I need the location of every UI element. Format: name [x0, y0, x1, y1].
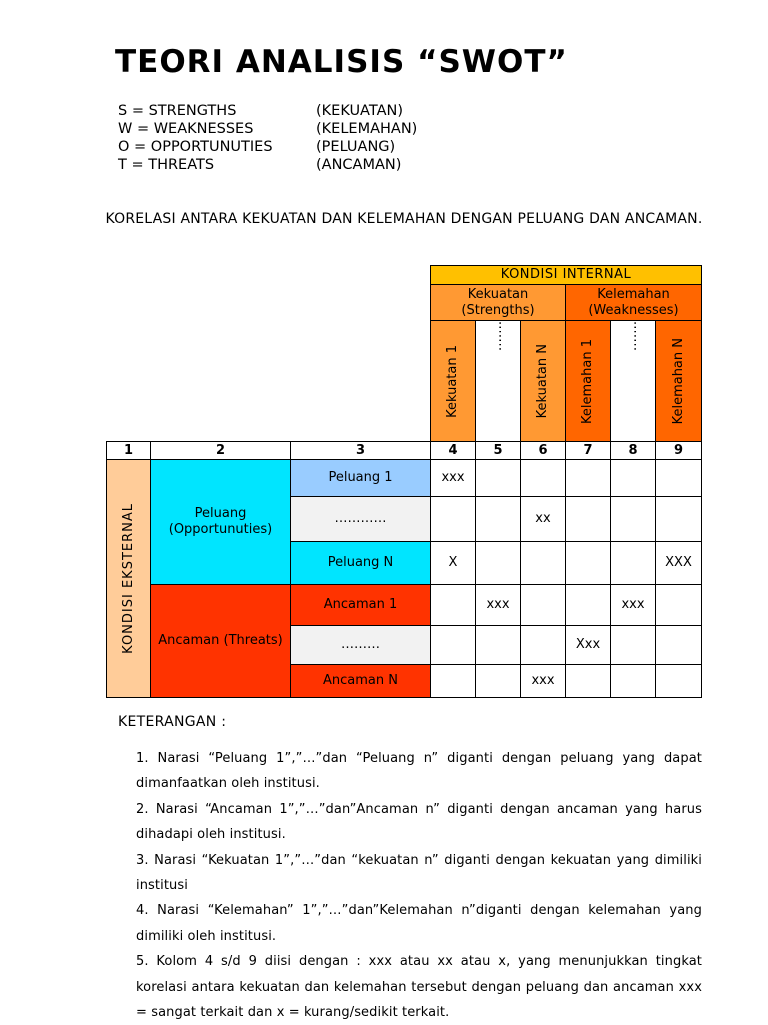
legend-translation: (KEKUATAN)	[316, 103, 404, 119]
column-label-4-text: Kelemahan 1	[580, 338, 595, 424]
correlation-cell	[565, 625, 611, 665]
note-item: 1. Narasi “Peluang 1”,”…”dan “Peluang n” diganti dengan peluang yang dapat dimanfaatkan oleh institusi.	[136, 751, 702, 792]
correlation-cell-text: xxx	[441, 470, 465, 485]
correlation-cell	[475, 625, 521, 665]
kekuatan-group-header-text: Kekuatan (Strengths)	[461, 286, 535, 318]
correlation-cell	[520, 664, 566, 698]
column-number-text: 2	[215, 442, 226, 458]
column-number-text: 6	[538, 442, 548, 458]
correlation-cell-text: xxx	[531, 673, 555, 688]
column-number-text: 3	[355, 442, 366, 458]
correlation-cell	[655, 584, 702, 626]
column-label-2	[475, 320, 521, 442]
legend-translation: (ANCAMAN)	[316, 157, 402, 173]
column-number	[610, 441, 656, 460]
kelemahan-group-header-text: Kelemahan (Weaknesses)	[588, 286, 679, 318]
correlation-cell	[430, 584, 476, 626]
column-number-text: 1	[123, 442, 134, 458]
correlation-cell-text: Xxx	[575, 637, 601, 652]
row-label-6-text: Ancaman N	[323, 673, 398, 688]
correlation-cell	[430, 496, 476, 542]
correlation-cell	[610, 664, 656, 698]
column-label-5	[610, 320, 656, 442]
correlation-cell	[565, 584, 611, 626]
column-number	[520, 441, 566, 460]
correlation-cell	[565, 541, 611, 585]
row-label-4-text: Ancaman 1	[323, 597, 398, 612]
column-number	[430, 441, 476, 460]
row-label-3-text: Peluang N	[327, 555, 394, 570]
row-label-1-text: Peluang 1	[328, 470, 393, 485]
kelemahan-group-header	[565, 284, 702, 321]
peluang-group-text: Peluang (Opportunuties)	[168, 506, 273, 537]
correlation-cell	[520, 459, 566, 497]
correlation-cell	[655, 459, 702, 497]
row-label-2-text: …………	[334, 511, 387, 526]
kondisi-internal-header	[430, 265, 702, 285]
note-item: 2. Narasi “Ancaman 1”,”…”dan”Ancaman n” diganti dengan ancaman yang harus dihadapi oleh institusi.	[136, 801, 702, 843]
column-number	[150, 441, 291, 460]
column-label-3-text: Kekuatan N	[535, 343, 550, 419]
correlation-cell	[430, 664, 476, 698]
peluang-group	[150, 459, 291, 585]
note-item: 4. Narasi “Kelemahan” 1”,”…”dan”Kelemahan n”diganti dengan kelemahan yang dimiliki oleh institusi.	[136, 903, 702, 944]
correlation-cell	[475, 496, 521, 542]
column-number	[475, 441, 521, 460]
legend-term: T = THREATS	[118, 157, 215, 173]
row-label-4	[290, 584, 431, 626]
legend-translation: (KELEMAHAN)	[316, 121, 418, 137]
row-label-2	[290, 496, 431, 542]
row-label-3	[290, 541, 431, 585]
note-item: 3. Narasi “Kekuatan 1”,”…”dan “kekuatan n” diganti dengan kekuatan yang dimiliki institusi	[136, 852, 702, 894]
correlation-cell	[655, 664, 702, 698]
legend-translation: (PELUANG)	[316, 139, 396, 155]
correlation-cell	[565, 496, 611, 542]
column-label-6-text: Kelemahan N	[670, 337, 686, 425]
correlation-cell	[520, 625, 566, 665]
ancaman-group	[150, 584, 291, 698]
kondisi-eksternal-label-text: KONDISI EKSTERNAL	[120, 503, 136, 654]
correlation-cell-text: xxx	[621, 597, 645, 612]
column-label-2-text: …….	[490, 321, 505, 352]
correlation-cell	[520, 584, 566, 626]
correlation-cell-text: X	[448, 555, 458, 570]
correlation-cell	[610, 584, 656, 626]
correlation-cell	[520, 496, 566, 542]
correlation-cell	[610, 496, 656, 542]
correlation-cell-text: xx	[535, 511, 551, 526]
kekuatan-group-header	[430, 284, 566, 321]
correlation-cell-text: xxx	[486, 597, 510, 612]
section-subtitle: KORELASI ANTARA KEKUATAN DAN KELEMAHAN DENGAN PELUANG DAN ANCAMAN.	[105, 211, 703, 227]
row-label-5-text: ………	[341, 637, 380, 652]
column-number	[655, 441, 702, 460]
ancaman-group-text: Ancaman (Threats)	[158, 633, 283, 648]
column-number-text: 7	[583, 442, 593, 458]
correlation-cell	[655, 541, 702, 585]
row-label-5	[290, 625, 431, 665]
legend-term: O = OPPORTUNUTIES	[118, 139, 273, 155]
correlation-cell	[430, 541, 476, 585]
correlation-cell	[655, 496, 702, 542]
column-label-1	[430, 320, 476, 442]
page-title: TEORI ANALISIS “SWOT”	[115, 44, 568, 80]
column-number	[565, 441, 611, 460]
correlation-cell	[475, 584, 521, 626]
column-label-6	[655, 320, 702, 442]
correlation-cell	[475, 459, 521, 497]
correlation-cell	[430, 625, 476, 665]
column-label-1-text: Kekuatan 1	[445, 344, 460, 418]
legend-term: S = STRENGTHS	[118, 103, 237, 119]
keterangan-notes	[136, 746, 702, 1025]
correlation-cell-text: XXX	[665, 555, 692, 570]
column-number	[290, 441, 431, 460]
column-label-3	[520, 320, 566, 442]
correlation-cell	[565, 459, 611, 497]
note-item: 5. Kolom 4 s/d 9 diisi dengan : xxx atau xx atau x, yang menunjukkan tingkat korelasi antara kekuatan dan kelemahan tersebut dengan peluang dan ancaman xxx = sangat terkait dan x = kurang/sedikit terkait.	[136, 954, 702, 1021]
column-number	[106, 441, 151, 460]
kondisi-internal-header-text: KONDISI INTERNAL	[500, 267, 632, 282]
row-label-6	[290, 664, 431, 698]
kondisi-eksternal-label	[106, 459, 151, 698]
correlation-cell	[610, 459, 656, 497]
correlation-cell	[610, 541, 656, 585]
row-label-1	[290, 459, 431, 497]
correlation-cell	[430, 459, 476, 497]
correlation-cell	[475, 541, 521, 585]
column-label-4	[565, 320, 611, 442]
legend-term: W = WEAKNESSES	[118, 121, 254, 137]
column-label-5-text: …….	[625, 321, 640, 352]
correlation-cell	[610, 625, 656, 665]
correlation-cell	[655, 625, 702, 665]
column-number-text: 8	[628, 442, 638, 458]
keterangan-heading: KETERANGAN :	[118, 714, 227, 730]
column-number-text: 5	[493, 442, 503, 458]
correlation-cell	[565, 664, 611, 698]
column-number-text: 4	[448, 442, 458, 458]
correlation-cell	[475, 664, 521, 698]
correlation-cell	[520, 541, 566, 585]
column-number-text: 9	[673, 442, 684, 458]
